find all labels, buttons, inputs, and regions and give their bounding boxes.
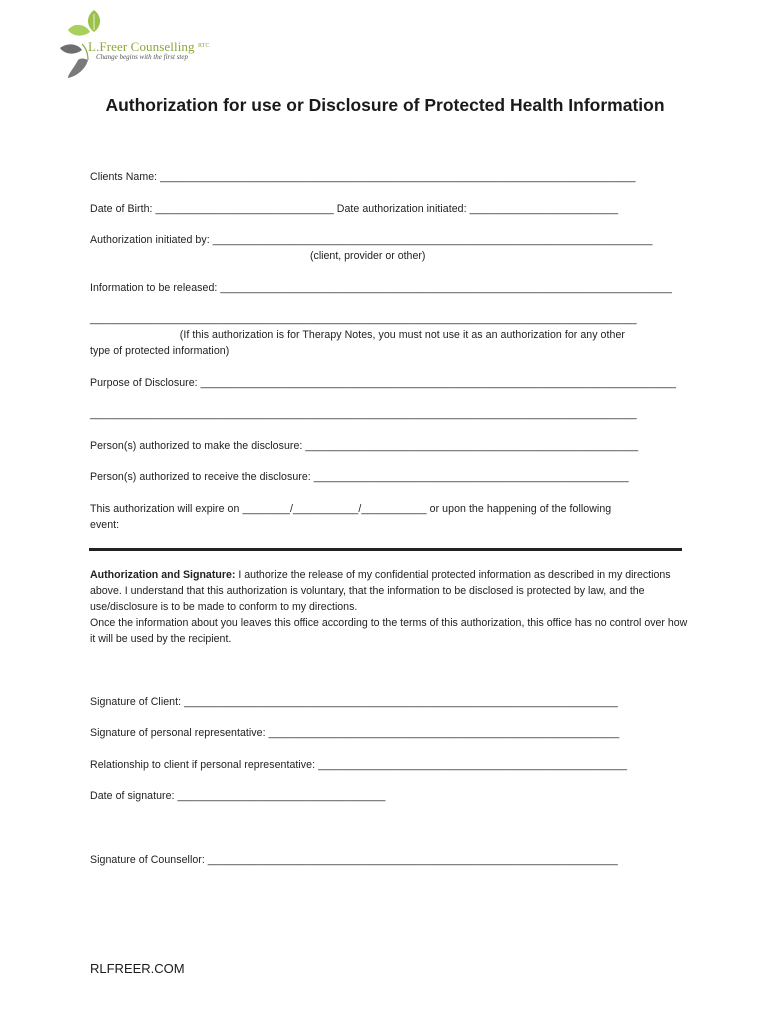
info-released-field[interactable]: Information to be released: ____________________________________________________________________________ <box>90 282 672 294</box>
signature-date-field[interactable]: Date of signature: ___________________________________ <box>90 790 386 802</box>
receive-disclosure-field[interactable]: Person(s) authorized to receive the disclosure: _____________________________________________________ <box>90 471 629 483</box>
authorization-body: I authorize the release of my confidential protected information as described in my directions above. I understand that this authorization is voluntary, that the information to be disclosed is protected by law, and the use/disclosure is to be made to conform to my directions. <box>90 569 671 613</box>
dob-field[interactable]: Date of Birth: ______________________________ Date authorization initiated: _________________________ <box>90 203 619 215</box>
section-divider <box>89 548 682 551</box>
client-signature-field[interactable]: Signature of Client: _________________________________________________________________________ <box>90 696 618 708</box>
page-title: Authorization for use or Disclosure of Protected Health Information <box>105 95 665 115</box>
representative-signature-field[interactable]: Signature of personal representative: ___________________________________________________________ <box>90 727 620 739</box>
logo-name: L.Freer Counselling $^{RTC}$ <box>88 39 210 54</box>
therapy-note-line1: (If this authorization is for Therapy Notes, you must not use it as an authorization for any other <box>90 329 625 341</box>
initiated-by-note: (client, provider or other) <box>310 250 426 262</box>
expiration-event-label: event: <box>90 519 120 531</box>
expiration-field[interactable]: This authorization will expire on ________/___________/___________ or upon the happening of the following <box>90 503 612 515</box>
initiated-by-field[interactable]: Authorization initiated by: __________________________________________________________________________ <box>90 234 653 246</box>
logo <box>56 8 226 80</box>
counsellor-signature-field[interactable]: Signature of Counsellor: _____________________________________________________________________ <box>90 854 618 866</box>
authorization-paragraph <box>90 567 690 647</box>
authorization-body-2: Once the information about you leaves this office according to the terms of this authorization, this office has no control over how it will be used by the recipient. <box>90 617 688 645</box>
info-released-line2[interactable]: ____________________________________________________________________________________________ <box>90 313 637 325</box>
purpose-line2[interactable]: ____________________________________________________________________________________________ <box>90 408 637 420</box>
logo-tagline: Change begins with the first step <box>96 53 188 61</box>
therapy-note-line2: type of protected information) <box>90 345 230 357</box>
authorization-heading: Authorization and Signature: <box>90 569 236 581</box>
relationship-field[interactable]: Relationship to client if personal representative: ____________________________________________________ <box>90 759 628 771</box>
client-name-field[interactable]: Clients Name: ________________________________________________________________________________ <box>90 171 636 183</box>
footer-website: RLFREER.COM <box>90 961 185 976</box>
purpose-field[interactable]: Purpose of Disclosure: ________________________________________________________________________________ <box>90 377 677 389</box>
make-disclosure-field[interactable]: Person(s) authorized to make the disclosure: ________________________________________________________ <box>90 440 639 452</box>
